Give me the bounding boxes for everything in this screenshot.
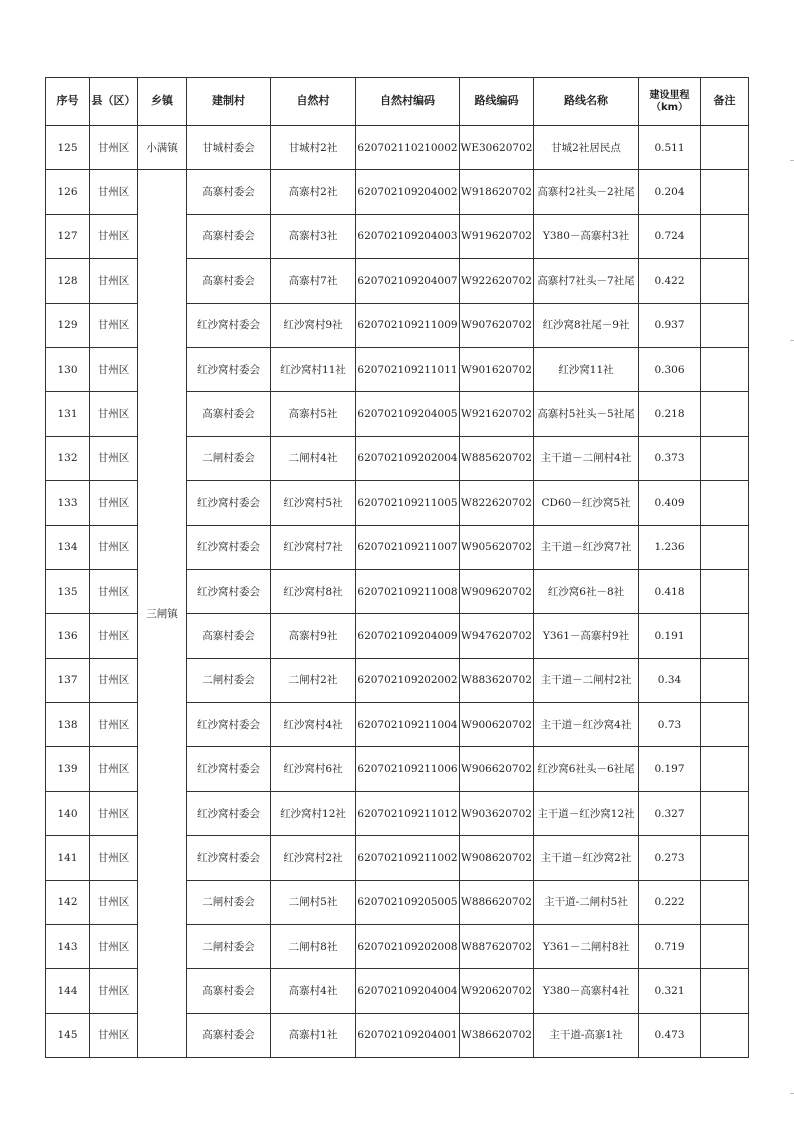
natural-village-cell: 高寨村1社 (271, 1013, 356, 1057)
county-cell: 甘州区 (90, 836, 138, 880)
route-code-cell: W908620702 (460, 836, 534, 880)
route-code-cell: W947620702 (460, 614, 534, 658)
seq-cell: 140 (46, 791, 90, 835)
route-code-cell: WE30620702 (460, 126, 534, 170)
village-code-cell: 620702109211011 (356, 347, 460, 391)
seq-cell: 127 (46, 214, 90, 258)
county-cell: 甘州区 (90, 614, 138, 658)
natural-village-cell: 二闸村8社 (271, 925, 356, 969)
admin-village-cell: 红沙窝村委会 (187, 747, 271, 791)
remarks-cell (701, 969, 749, 1013)
village-code-cell: 620702109205005 (356, 880, 460, 924)
admin-village-cell: 红沙窝村委会 (187, 569, 271, 613)
route-name-cell: Y361－高寨村9社 (534, 614, 639, 658)
remarks-cell (701, 259, 749, 303)
route-code-cell: W386620702 (460, 1013, 534, 1057)
seq-cell: 138 (46, 703, 90, 747)
route-code-cell: W921620702 (460, 392, 534, 436)
village-code-cell: 620702109204003 (356, 214, 460, 258)
seq-cell: 129 (46, 303, 90, 347)
natural-village-cell: 红沙窝村9社 (271, 303, 356, 347)
village-code-cell: 620702109211012 (356, 791, 460, 835)
route-name-cell: 高寨村2社头－2社尾 (534, 170, 639, 214)
route-name-cell: 主干道-二闸村5社 (534, 880, 639, 924)
admin-village-cell: 二闸村委会 (187, 436, 271, 480)
route-name-cell: 红沙窝8社尾－9社 (534, 303, 639, 347)
seq-cell: 139 (46, 747, 90, 791)
route-name-cell: 高寨村7社头－7社尾 (534, 259, 639, 303)
remarks-cell (701, 569, 749, 613)
admin-village-cell: 甘城村委会 (187, 126, 271, 170)
remarks-cell (701, 481, 749, 525)
seq-cell: 134 (46, 525, 90, 569)
village-code-cell: 620702109211008 (356, 569, 460, 613)
remarks-cell (701, 392, 749, 436)
route-code-cell: W909620702 (460, 569, 534, 613)
header-village-code: 自然村编码 (356, 78, 460, 126)
remarks-cell (701, 880, 749, 924)
village-code-cell: 620702109204004 (356, 969, 460, 1013)
remarks-cell (701, 525, 749, 569)
route-code-cell: W887620702 (460, 925, 534, 969)
admin-village-cell: 红沙窝村委会 (187, 303, 271, 347)
route-code-cell: W822620702 (460, 481, 534, 525)
seq-cell: 144 (46, 969, 90, 1013)
admin-village-cell: 高寨村委会 (187, 214, 271, 258)
remarks-cell (701, 170, 749, 214)
remarks-cell (701, 703, 749, 747)
natural-village-cell: 红沙窝村2社 (271, 836, 356, 880)
header-town: 乡镇 (138, 78, 187, 126)
mileage-cell: 1.236 (639, 525, 701, 569)
remarks-cell (701, 836, 749, 880)
mileage-cell: 0.418 (639, 569, 701, 613)
route-code-cell: W900620702 (460, 703, 534, 747)
county-cell: 甘州区 (90, 126, 138, 170)
natural-village-cell: 红沙窝村11社 (271, 347, 356, 391)
header-route-name: 路线名称 (534, 78, 639, 126)
route-name-cell: 红沙窝6社－8社 (534, 569, 639, 613)
route-name-cell: 红沙窝11社 (534, 347, 639, 391)
route-code-cell: W907620702 (460, 303, 534, 347)
mileage-cell: 0.937 (639, 303, 701, 347)
natural-village-cell: 甘城村2社 (271, 126, 356, 170)
county-cell: 甘州区 (90, 481, 138, 525)
mileage-cell: 0.306 (639, 347, 701, 391)
remarks-cell (701, 1013, 749, 1057)
village-code-cell: 620702109204002 (356, 170, 460, 214)
mileage-cell: 0.273 (639, 836, 701, 880)
seq-cell: 132 (46, 436, 90, 480)
scan-edge-mark (790, 1093, 794, 1094)
mileage-cell: 0.204 (639, 170, 701, 214)
header-route-code: 路线编码 (460, 78, 534, 126)
village-code-cell: 620702109204001 (356, 1013, 460, 1057)
seq-cell: 141 (46, 836, 90, 880)
route-name-cell: Y380－高寨村4社 (534, 969, 639, 1013)
natural-village-cell: 高寨村5社 (271, 392, 356, 436)
seq-cell: 133 (46, 481, 90, 525)
admin-village-cell: 二闸村委会 (187, 925, 271, 969)
admin-village-cell: 高寨村委会 (187, 1013, 271, 1057)
seq-cell: 128 (46, 259, 90, 303)
header-row (46, 78, 749, 126)
natural-village-cell: 二闸村5社 (271, 880, 356, 924)
county-cell: 甘州区 (90, 170, 138, 214)
remarks-cell (701, 436, 749, 480)
table-row (46, 126, 749, 170)
admin-village-cell: 红沙窝村委会 (187, 791, 271, 835)
admin-village-cell: 红沙窝村委会 (187, 836, 271, 880)
admin-village-cell: 二闸村委会 (187, 880, 271, 924)
village-code-cell: 620702109204005 (356, 392, 460, 436)
county-cell: 甘州区 (90, 747, 138, 791)
header-seq: 序号 (46, 78, 90, 126)
mileage-cell: 0.222 (639, 880, 701, 924)
route-code-cell: W906620702 (460, 747, 534, 791)
natural-village-cell: 红沙窝村6社 (271, 747, 356, 791)
natural-village-cell: 高寨村3社 (271, 214, 356, 258)
mileage-cell: 0.511 (639, 126, 701, 170)
seq-cell: 136 (46, 614, 90, 658)
county-cell: 甘州区 (90, 347, 138, 391)
county-cell: 甘州区 (90, 880, 138, 924)
seq-cell: 142 (46, 880, 90, 924)
county-cell: 甘州区 (90, 436, 138, 480)
village-code-cell: 620702109204009 (356, 614, 460, 658)
seq-cell: 143 (46, 925, 90, 969)
header-remarks: 备注 (701, 78, 749, 126)
natural-village-cell: 二闸村4社 (271, 436, 356, 480)
admin-village-cell: 高寨村委会 (187, 614, 271, 658)
admin-village-cell: 二闸村委会 (187, 658, 271, 702)
route-name-cell: Y380－高寨村3社 (534, 214, 639, 258)
county-cell: 甘州区 (90, 969, 138, 1013)
village-code-cell: 620702109211005 (356, 481, 460, 525)
village-code-cell: 620702109202008 (356, 925, 460, 969)
natural-village-cell: 高寨村4社 (271, 969, 356, 1013)
mileage-cell: 0.73 (639, 703, 701, 747)
county-cell: 甘州区 (90, 569, 138, 613)
admin-village-cell: 红沙窝村委会 (187, 347, 271, 391)
seq-cell: 125 (46, 126, 90, 170)
county-cell: 甘州区 (90, 525, 138, 569)
remarks-cell (701, 214, 749, 258)
header-admin-village: 建制村 (187, 78, 271, 126)
admin-village-cell: 红沙窝村委会 (187, 525, 271, 569)
remarks-cell (701, 925, 749, 969)
county-cell: 甘州区 (90, 703, 138, 747)
village-code-cell: 620702109202002 (356, 658, 460, 702)
mileage-cell: 0.373 (639, 436, 701, 480)
mileage-cell: 0.327 (639, 791, 701, 835)
admin-village-cell: 红沙窝村委会 (187, 703, 271, 747)
route-code-cell: W883620702 (460, 658, 534, 702)
remarks-cell (701, 614, 749, 658)
route-code-cell: W920620702 (460, 969, 534, 1013)
route-code-cell: W886620702 (460, 880, 534, 924)
scan-edge-mark (790, 160, 794, 161)
village-code-cell: 620702109204007 (356, 259, 460, 303)
village-code-cell: 620702110210002 (356, 126, 460, 170)
header-county: 县（区） (90, 78, 138, 126)
route-code-cell: W918620702 (460, 170, 534, 214)
town-cell: 小满镇 (138, 126, 187, 170)
remarks-cell (701, 347, 749, 391)
seq-cell: 135 (46, 569, 90, 613)
village-code-cell: 620702109202004 (356, 436, 460, 480)
route-name-cell: 主干道－红沙窝2社 (534, 836, 639, 880)
county-cell: 甘州区 (90, 658, 138, 702)
admin-village-cell: 高寨村委会 (187, 170, 271, 214)
route-name-cell: Y361－二闸村8社 (534, 925, 639, 969)
county-cell: 甘州区 (90, 791, 138, 835)
remarks-cell (701, 303, 749, 347)
remarks-cell (701, 791, 749, 835)
seq-cell: 145 (46, 1013, 90, 1057)
mileage-cell: 0.409 (639, 481, 701, 525)
route-name-cell: 主干道－二闸村4社 (534, 436, 639, 480)
route-name-cell: 甘城2社居民点 (534, 126, 639, 170)
admin-village-cell: 高寨村委会 (187, 259, 271, 303)
county-cell: 甘州区 (90, 303, 138, 347)
mileage-cell: 0.422 (639, 259, 701, 303)
village-code-cell: 620702109211007 (356, 525, 460, 569)
town-cell: 三闸镇 (138, 170, 187, 1058)
mileage-cell: 0.197 (639, 747, 701, 791)
natural-village-cell: 红沙窝村4社 (271, 703, 356, 747)
route-name-cell: 主干道-高寨1社 (534, 1013, 639, 1057)
mileage-cell: 0.34 (639, 658, 701, 702)
mileage-cell: 0.321 (639, 969, 701, 1013)
village-code-cell: 620702109211004 (356, 703, 460, 747)
seq-cell: 137 (46, 658, 90, 702)
seq-cell: 126 (46, 170, 90, 214)
mileage-cell: 0.191 (639, 614, 701, 658)
natural-village-cell: 二闸村2社 (271, 658, 356, 702)
village-code-cell: 620702109211006 (356, 747, 460, 791)
route-name-cell: 主干道－二闸村2社 (534, 658, 639, 702)
county-cell: 甘州区 (90, 259, 138, 303)
natural-village-cell: 高寨村2社 (271, 170, 356, 214)
county-cell: 甘州区 (90, 392, 138, 436)
route-code-cell: W905620702 (460, 525, 534, 569)
header-mileage: 建设里程（km） (639, 78, 701, 126)
remarks-cell (701, 658, 749, 702)
seq-cell: 131 (46, 392, 90, 436)
route-name-cell: 红沙窝6社头－6社尾 (534, 747, 639, 791)
remarks-cell (701, 126, 749, 170)
mileage-cell: 0.719 (639, 925, 701, 969)
route-name-cell: 主干道－红沙窝7社 (534, 525, 639, 569)
seq-cell: 130 (46, 347, 90, 391)
route-code-cell: W903620702 (460, 791, 534, 835)
table-body (46, 126, 749, 1058)
natural-village-cell: 红沙窝村12社 (271, 791, 356, 835)
route-name-cell: CD60－红沙窝5社 (534, 481, 639, 525)
route-code-cell: W885620702 (460, 436, 534, 480)
county-cell: 甘州区 (90, 925, 138, 969)
natural-village-cell: 红沙窝村7社 (271, 525, 356, 569)
county-cell: 甘州区 (90, 1013, 138, 1057)
route-code-cell: W922620702 (460, 259, 534, 303)
admin-village-cell: 高寨村委会 (187, 392, 271, 436)
header-natural-village: 自然村 (271, 78, 356, 126)
route-code-cell: W919620702 (460, 214, 534, 258)
route-name-cell: 主干道－红沙窝12社 (534, 791, 639, 835)
natural-village-cell: 高寨村9社 (271, 614, 356, 658)
village-code-cell: 620702109211002 (356, 836, 460, 880)
village-code-cell: 620702109211009 (356, 303, 460, 347)
table-row (46, 170, 749, 214)
remarks-cell (701, 747, 749, 791)
natural-village-cell: 红沙窝村8社 (271, 569, 356, 613)
route-name-cell: 主干道－红沙窝4社 (534, 703, 639, 747)
scan-edge-mark (790, 340, 794, 341)
route-name-cell: 高寨村5社头－5社尾 (534, 392, 639, 436)
mileage-cell: 0.218 (639, 392, 701, 436)
route-code-cell: W901620702 (460, 347, 534, 391)
mileage-cell: 0.724 (639, 214, 701, 258)
natural-village-cell: 高寨村7社 (271, 259, 356, 303)
mileage-cell: 0.473 (639, 1013, 701, 1057)
admin-village-cell: 红沙窝村委会 (187, 481, 271, 525)
natural-village-cell: 红沙窝村5社 (271, 481, 356, 525)
county-cell: 甘州区 (90, 214, 138, 258)
admin-village-cell: 高寨村委会 (187, 969, 271, 1013)
village-road-table (45, 77, 749, 1058)
